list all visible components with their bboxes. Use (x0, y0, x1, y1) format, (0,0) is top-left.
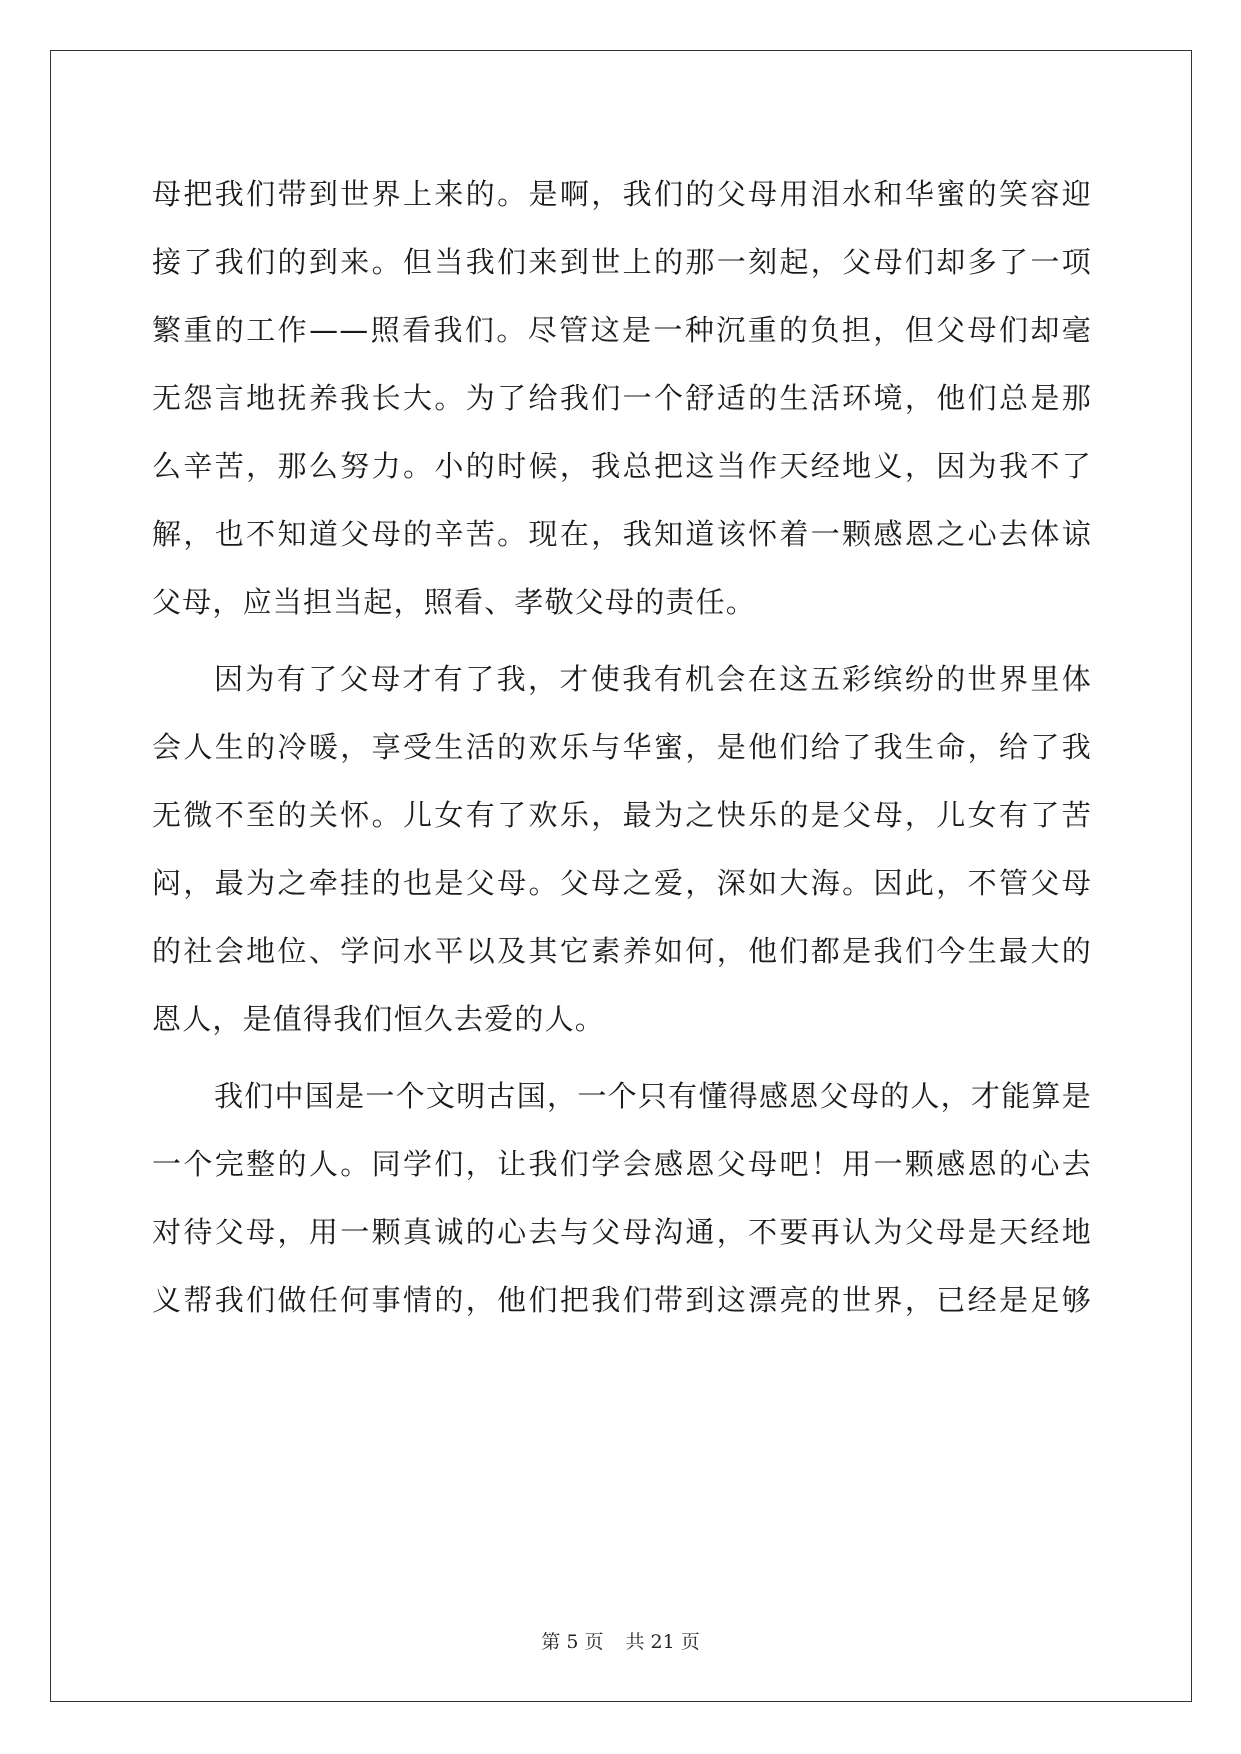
text-line: 闷，最为之牵挂的也是父母。父母之爱，深如大海。因此，不管父母 (152, 866, 1092, 900)
total-pages: 共 21 页 (625, 1631, 700, 1653)
text-line: 义帮我们做任何事情的，他们把我们带到这漂亮的世界，已经是足够 (152, 1283, 1092, 1317)
page-footer (0, 1627, 1241, 1654)
text-line: 接了我们的到来。但当我们来到世上的那一刻起，父母们却多了一项 (152, 245, 1092, 279)
paragraph-3 (152, 1062, 1092, 1334)
text-line: 对待父母，用一颗真诚的心去与父母沟通，不要再认为父母是天经地 (152, 1215, 1092, 1249)
paragraph-2 (152, 645, 1092, 1053)
page-number: 第 5 页 (541, 1631, 604, 1653)
text-line: 繁重的工作——照看我们。尽管这是一种沉重的负担，但父母们却毫 (152, 313, 1092, 347)
text-line: 恩人，是值得我们恒久去爱的人。 (152, 1002, 606, 1036)
text-line: 么辛苦，那么努力。小的时候，我总把这当作天经地义，因为我不了 (152, 449, 1092, 483)
text-line: 一个完整的人。同学们，让我们学会感恩父母吧！用一颗感恩的心去 (152, 1147, 1092, 1181)
text-line: 无微不至的关怀。儿女有了欢乐，最为之快乐的是父母，儿女有了苦 (152, 798, 1092, 832)
text-line: 解，也不知道父母的辛苦。现在，我知道该怀着一颗感恩之心去体谅 (152, 517, 1092, 551)
document-body (152, 160, 1092, 1343)
text-line: 无怨言地抚养我长大。为了给我们一个舒适的生活环境，他们总是那 (152, 381, 1092, 415)
text-line: 因为有了父母才有了我，才使我有机会在这五彩缤纷的世界里体 (214, 662, 1092, 696)
text-line: 我们中国是一个文明古国，一个只有懂得感恩父母的人，才能算是 (214, 1079, 1092, 1113)
text-line: 父母，应当担当起，照看、孝敬父母的责任。 (152, 585, 757, 619)
paragraph-1 (152, 160, 1092, 636)
text-line: 母把我们带到世界上来的。是啊，我们的父母用泪水和华蜜的笑容迎 (152, 177, 1092, 211)
text-line: 会人生的冷暖，享受生活的欢乐与华蜜，是他们给了我生命，给了我 (152, 730, 1092, 764)
text-line: 的社会地位、学问水平以及其它素养如何，他们都是我们今生最大的 (152, 934, 1092, 968)
